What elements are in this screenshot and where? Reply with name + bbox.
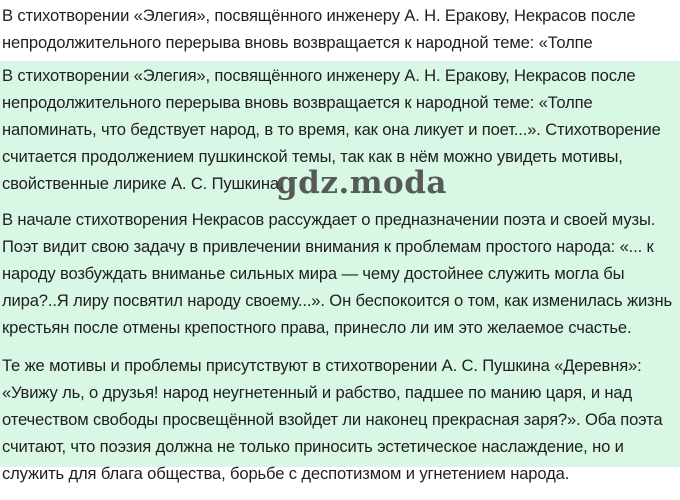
watermark-logo: gdz.moda	[276, 165, 447, 201]
preview-line-2: непродолжительного перерыва вновь возвращается к народной теме: «Толпе	[2, 33, 593, 52]
original-text-preview	[2, 2, 678, 56]
preview-line-1: В стихотворении «Элегия», посвящённого инженеру А. Н. Еракову, Некрасов после	[2, 6, 636, 25]
answer-paragraph-1: В стихотворении «Элегия», посвящённого инженеру А. Н. Еракову, Некрасов после непродолжительного перерыва вновь возвращается к народной теме: «Толпе напоминать, что бедствует народ, в то время, как она ликует и поет...». Стихотворение считается продолжением пушкинской темы, так как в нём можно увидеть мотивы, свойственные лирике А. С. Пушкина.	[2, 66, 661, 193]
answer-paragraph-2: В начале стихотворения Некрасов рассуждает о предназначении поэта и своей музы. Поэт видит свою задачу в привлечении внимания к проблемам простого народа: «... к народу возбуждать вниманье сильных мира — чему достойнее служить могла бы лира?..Я лиру посвятил народу своему...». Он беспокоится о том, как изменилась жизнь крестьян после отмены крепостного права, принесло ли им это желаемое счастье.	[2, 210, 673, 337]
answer-panel	[0, 61, 680, 483]
answer-paragraph-3: Те же мотивы и проблемы присутствуют в стихотворении А. С. Пушкина «Деревня»: «Увижу ль, о друзья! народ неугнетенный и рабство, падшее по манию царя, и над отечеством свободы просвещённой взойдет ли наконец прекрасная заря?». Оба поэта считают, что поэзия должна не только приносить эстетическое наслаждение, но и служить для блага общества, борьбе с деспотизмом и угнетением народа.	[2, 356, 663, 483]
